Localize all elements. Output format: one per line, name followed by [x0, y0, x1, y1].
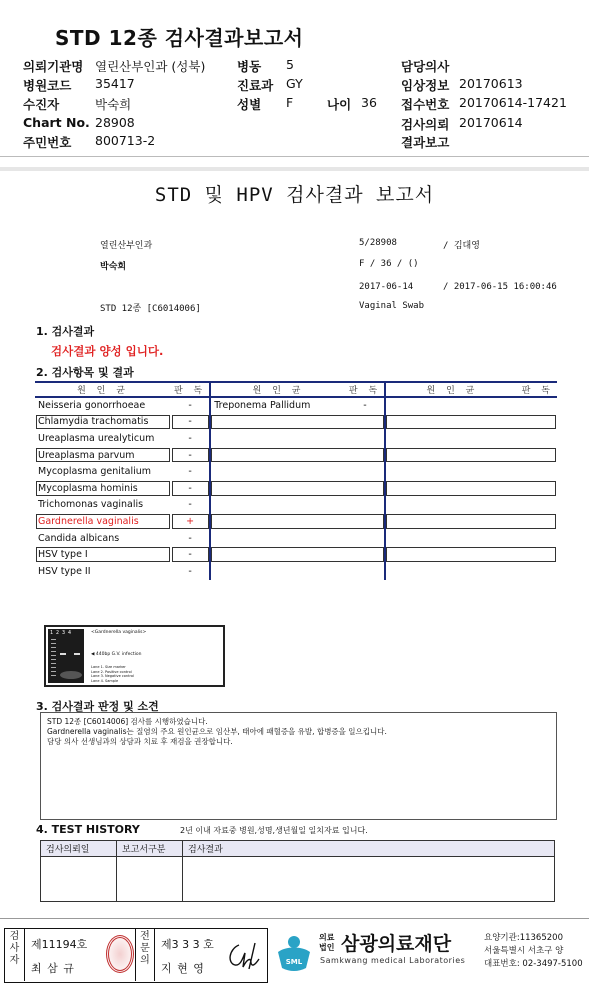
pathogen-name: Neisseria gonorrhoeae [38, 400, 146, 412]
report-date-reported: / 2017-06-15 16:00:46 [443, 282, 557, 292]
pathogen-name: Mycoplasma hominis [35, 480, 171, 497]
col-pathogen: 원 인 균 [385, 382, 519, 397]
positive-band [60, 653, 66, 655]
gel-legend [91, 665, 134, 683]
table-row [35, 430, 557, 447]
receipt-label: 접수번호 [401, 97, 450, 112]
pathogen-name: Mycoplasma genitalium [38, 466, 152, 478]
report-doctor: / 김대영 [443, 241, 480, 251]
empty-cell [519, 397, 557, 414]
judgement: - [171, 414, 210, 431]
document-title: STD 12종 검사결과보고서 [55, 26, 304, 50]
table-row [35, 546, 557, 563]
gel-title: <Gardnerella vaginalis> [91, 630, 147, 635]
report-clinic: 열린산부인과 [100, 241, 153, 251]
sex-value: F [286, 95, 294, 110]
positive-result: 검사결과 양성 입니다. [51, 344, 164, 358]
empty-cell [385, 480, 557, 497]
examiner-name: 최 삼 규 [31, 962, 75, 975]
request-value: 20170614 [459, 115, 523, 130]
ward-value: 5 [286, 57, 294, 72]
table-row [35, 463, 557, 480]
col-report-type: 보고서구분 [117, 841, 183, 857]
judgement: - [171, 546, 210, 563]
sample-band [74, 653, 80, 655]
report-date-received: 2017-06-14 [359, 282, 414, 292]
table-row [35, 497, 557, 514]
empty-cell [210, 447, 385, 464]
gel-legend-item: Lane 1. Size marker [91, 665, 126, 669]
pathogen-name: Ureaplasma parvum [35, 447, 171, 464]
judgement: - [188, 499, 192, 511]
table-row [41, 857, 555, 902]
section2-title: 2. 검사항목 및 결과 [36, 366, 134, 379]
pathogen-name: Ureaplasma urealyticum [38, 432, 155, 444]
empty-cell [385, 463, 557, 480]
org-contact [484, 932, 589, 971]
judgement-box [40, 712, 557, 820]
judgement-positive: + [171, 513, 210, 530]
org-type-line: 법인 [319, 943, 335, 952]
gel-legend-item: Lane 2. Positive control [91, 669, 132, 674]
empty-cell [210, 497, 385, 514]
empty-cell [385, 497, 557, 514]
report-label: 결과보고 [401, 135, 450, 150]
gel-legend-item: Lane 4. Sample [91, 678, 119, 683]
patient-value: 박숙희 [95, 97, 132, 112]
judgement: - [363, 400, 367, 412]
pathogen-name: Chlamydia trachomatis [35, 414, 171, 431]
rrn-label: 주민번호 [23, 135, 72, 150]
empty-cell [210, 546, 385, 563]
table-row [35, 447, 557, 464]
empty-cell [385, 397, 519, 414]
judgement-line: STD 12종 [C6014006] 검사를 시행하였습니다. [47, 717, 208, 726]
examiner-license: 제11194호 [31, 938, 88, 951]
org-info-line: 대표번호: 02-3497-5100 [484, 959, 583, 969]
request-label: 검사의뢰 [401, 117, 450, 132]
judgement: - [171, 447, 210, 464]
pathogen-name: Candida albicans [38, 532, 120, 544]
gel-legend-item: Lane 3. Negative control [91, 674, 134, 678]
col-judgement: 판 독 [519, 382, 557, 397]
report-test-code: STD 12종 [C6014006] [100, 304, 201, 314]
hospital-code-label: 병원코드 [23, 78, 72, 93]
clinical-label: 임상정보 [401, 78, 450, 93]
sex-label: 성별 [237, 97, 262, 112]
org-name: 삼광의료재단 [341, 933, 452, 955]
empty-cell [210, 530, 385, 547]
results-table [35, 381, 557, 580]
hospital-code-value: 35417 [95, 76, 135, 91]
empty-cell [210, 480, 385, 497]
col-test-result: 검사결과 [183, 841, 555, 857]
table-row [35, 513, 557, 530]
report-specimen: Vaginal Swab [359, 301, 425, 311]
empty-cell [385, 430, 557, 447]
section1-title: 1. 검사결과 [36, 325, 95, 338]
org-type [319, 933, 334, 953]
empty-cell [385, 447, 557, 464]
section3-title: 3. 검사결과 판정 및 소견 [36, 700, 159, 713]
judgement: - [188, 400, 192, 412]
judgement-line: Gardnerella vaginalis는 질염의 주요 원인균으로 임산부, 태아에 패혈증을 유발, 합병증을 일으킵니다. [47, 727, 387, 736]
dept-value: GY [286, 76, 303, 91]
chart-value: 28908 [95, 115, 135, 130]
empty-cell [210, 414, 385, 431]
age-value: 36 [361, 95, 377, 110]
age-label: 나이 [327, 97, 352, 112]
empty-cell [385, 530, 557, 547]
col-pathogen: 원 인 균 [35, 382, 171, 397]
col-judgement: 판 독 [346, 382, 385, 397]
empty-cell [385, 563, 557, 580]
chart-label: Chart No. [23, 115, 90, 130]
institution-label: 의뢰기관명 [23, 59, 84, 74]
empty-cell [210, 430, 385, 447]
empty-cell [183, 857, 555, 902]
table-row [35, 397, 557, 414]
empty-cell [210, 563, 385, 580]
judgement: - [188, 565, 192, 577]
divider [0, 918, 589, 919]
empty-cell [385, 513, 557, 530]
lane-numbers: 1 2 3 4 [50, 630, 72, 636]
report-chart-doctor: 5/28908 [359, 238, 397, 248]
col-request-date: 검사의뢰일 [41, 841, 117, 857]
table-row [35, 480, 557, 497]
pathogen-name: HSV type II [38, 565, 91, 577]
results-header-row [35, 382, 557, 397]
empty-cell [210, 513, 385, 530]
org-type-line: 의료 [319, 933, 335, 942]
seal-stamp [106, 935, 134, 973]
report-sex-age: F / 36 / () [359, 259, 419, 269]
divider [0, 167, 589, 171]
pathogen-name: Treponema Pallidum [210, 397, 346, 414]
judgement: - [188, 432, 192, 444]
size-marker-band [51, 639, 56, 679]
rrn-value: 800713-2 [95, 133, 156, 148]
gel-band-label: ◀ 440bp G.V. infection [91, 652, 142, 657]
logo-text: SML [285, 958, 303, 966]
empty-cell [385, 414, 557, 431]
table-row [35, 563, 557, 580]
dept-label: 진료과 [237, 78, 274, 93]
org-info-line: 서울특별시 서초구 양 [484, 946, 564, 956]
empty-cell [210, 463, 385, 480]
table-row [35, 530, 557, 547]
signature-image [225, 939, 263, 971]
signature-box [4, 928, 268, 983]
pathogen-name: HSV type I [35, 546, 171, 563]
col-judgement: 판 독 [171, 382, 210, 397]
history-header-row [41, 841, 555, 857]
pathogen-name: Trichomonas vaginalis [38, 499, 144, 511]
empty-cell [385, 546, 557, 563]
sml-logo-icon [272, 932, 316, 976]
empty-cell [41, 857, 117, 902]
gel-electrophoresis-image [44, 625, 225, 687]
clinical-value: 20170613 [459, 76, 523, 91]
doctor-label: 담당의사 [401, 59, 450, 74]
judgement: - [188, 532, 192, 544]
institution-value: 열린산부인과 (성북) [95, 59, 206, 74]
ward-label: 병동 [237, 59, 262, 74]
receipt-value: 20170614-17421 [459, 95, 567, 110]
org-english-name: Samkwang medical Laboratories [320, 956, 466, 965]
report-title: STD 및 HPV 검사결과 보고서 [154, 184, 435, 206]
judgement-line: 담당 의사 선생님과의 상담과 치료 후 재검을 권장합니다. [47, 737, 233, 746]
col-pathogen: 원 인 균 [210, 382, 346, 397]
history-note: 2년 이내 자료중 병원,성명,생년월일 일치자료 입니다. [180, 826, 368, 835]
history-table [40, 840, 555, 902]
table-row [35, 414, 557, 431]
pathogen-name-positive: Gardnerella vaginalis [35, 513, 171, 530]
examiner-label: 검사자 [5, 929, 25, 981]
org-info-line: 요양기관:11365200 [484, 933, 563, 943]
divider [0, 156, 589, 157]
primer-smear [60, 671, 82, 679]
gel-lanes-image [48, 629, 84, 683]
empty-cell [117, 857, 183, 902]
judgement: - [188, 466, 192, 478]
reviewer-label: 전문의 [135, 929, 155, 981]
section4-title: 4. TEST HISTORY [36, 823, 140, 836]
patient-label: 수진자 [23, 97, 60, 112]
report-patient: 박숙희 [100, 262, 127, 272]
reviewer-license: 제3 3 3 호 [161, 938, 214, 951]
judgement: - [171, 480, 210, 497]
reviewer-name: 지 현 영 [161, 962, 205, 975]
